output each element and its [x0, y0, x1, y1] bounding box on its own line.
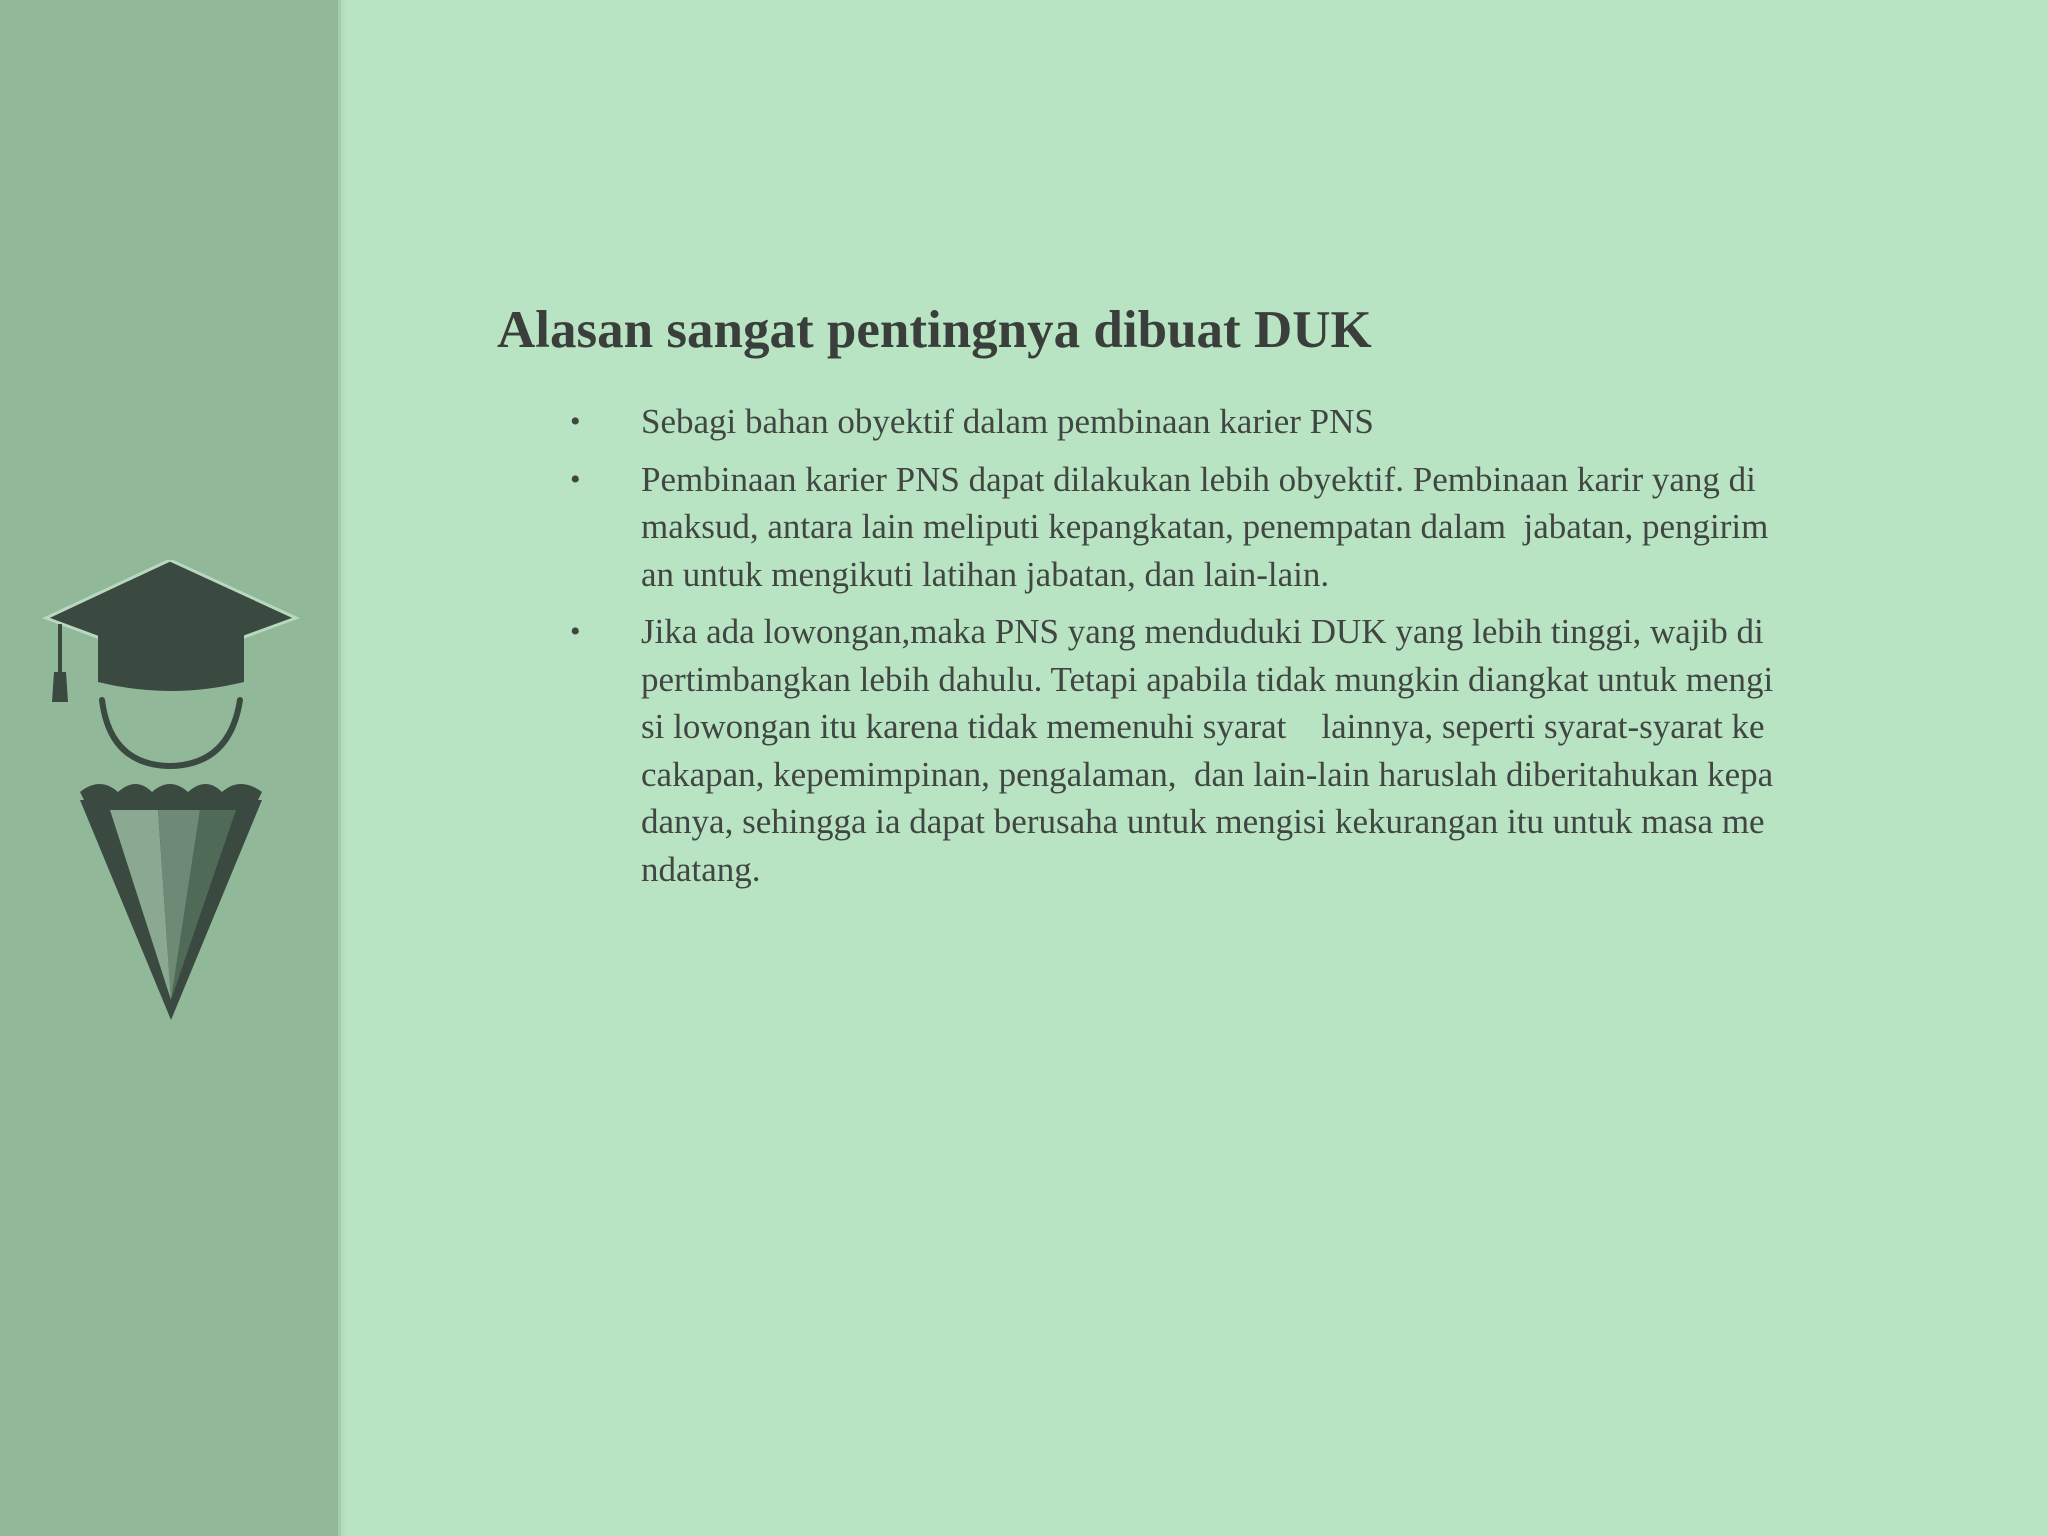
- bullet-text-line: Jika ada lowongan,maka PNS yang menduduki DUK yang lebih tinggi, wajib di: [641, 612, 1764, 651]
- bullet-item-1: [570, 398, 1970, 446]
- bullet-text-line: si lowongan itu karena tidak memenuhi syarat lainnya, seperti syarat-syarat ke: [641, 707, 1765, 746]
- graduate-pencil-icon: [40, 560, 310, 1030]
- bullet-item-3: [570, 608, 1970, 893]
- bullet-text-line: danya, sehingga ia dapat berusaha untuk mengisi kekurangan itu untuk masa me: [641, 802, 1765, 841]
- bullet-text-line: Sebagi bahan obyektif dalam pembinaan karier PNS: [641, 402, 1374, 441]
- bullet-text-line: pertimbangkan lebih dahulu. Tetapi apabila tidak mungkin diangkat untuk mengi: [641, 659, 1774, 699]
- slide-title: Alasan sangat pentingnya dibuat DUK: [497, 301, 1372, 359]
- bullet-text-line: Pembinaan karier PNS dapat dilakukan lebih obyektif. Pembinaan karir yang di: [641, 459, 1756, 499]
- bullet-text-line: cakapan, kepemimpinan, pengalaman, dan lain-lain haruslah diberitahukan kepa: [641, 754, 1774, 794]
- bullet-marker: •: [570, 615, 581, 648]
- bullet-text-line: an untuk mengikuti latihan jabatan, dan lain-lain.: [641, 554, 1330, 594]
- bullet-text-line: ndatang.: [641, 849, 761, 889]
- bullet-marker: •: [570, 405, 581, 438]
- bullet-text-line: maksud, antara lain meliputi kepangkatan, penempatan dalam jabatan, pengirim: [641, 507, 1769, 546]
- bullet-marker: •: [570, 462, 581, 496]
- bullet-item-2: [570, 456, 1970, 599]
- sidebar-divider: [338, 0, 341, 1536]
- bullet-list: [570, 398, 1970, 903]
